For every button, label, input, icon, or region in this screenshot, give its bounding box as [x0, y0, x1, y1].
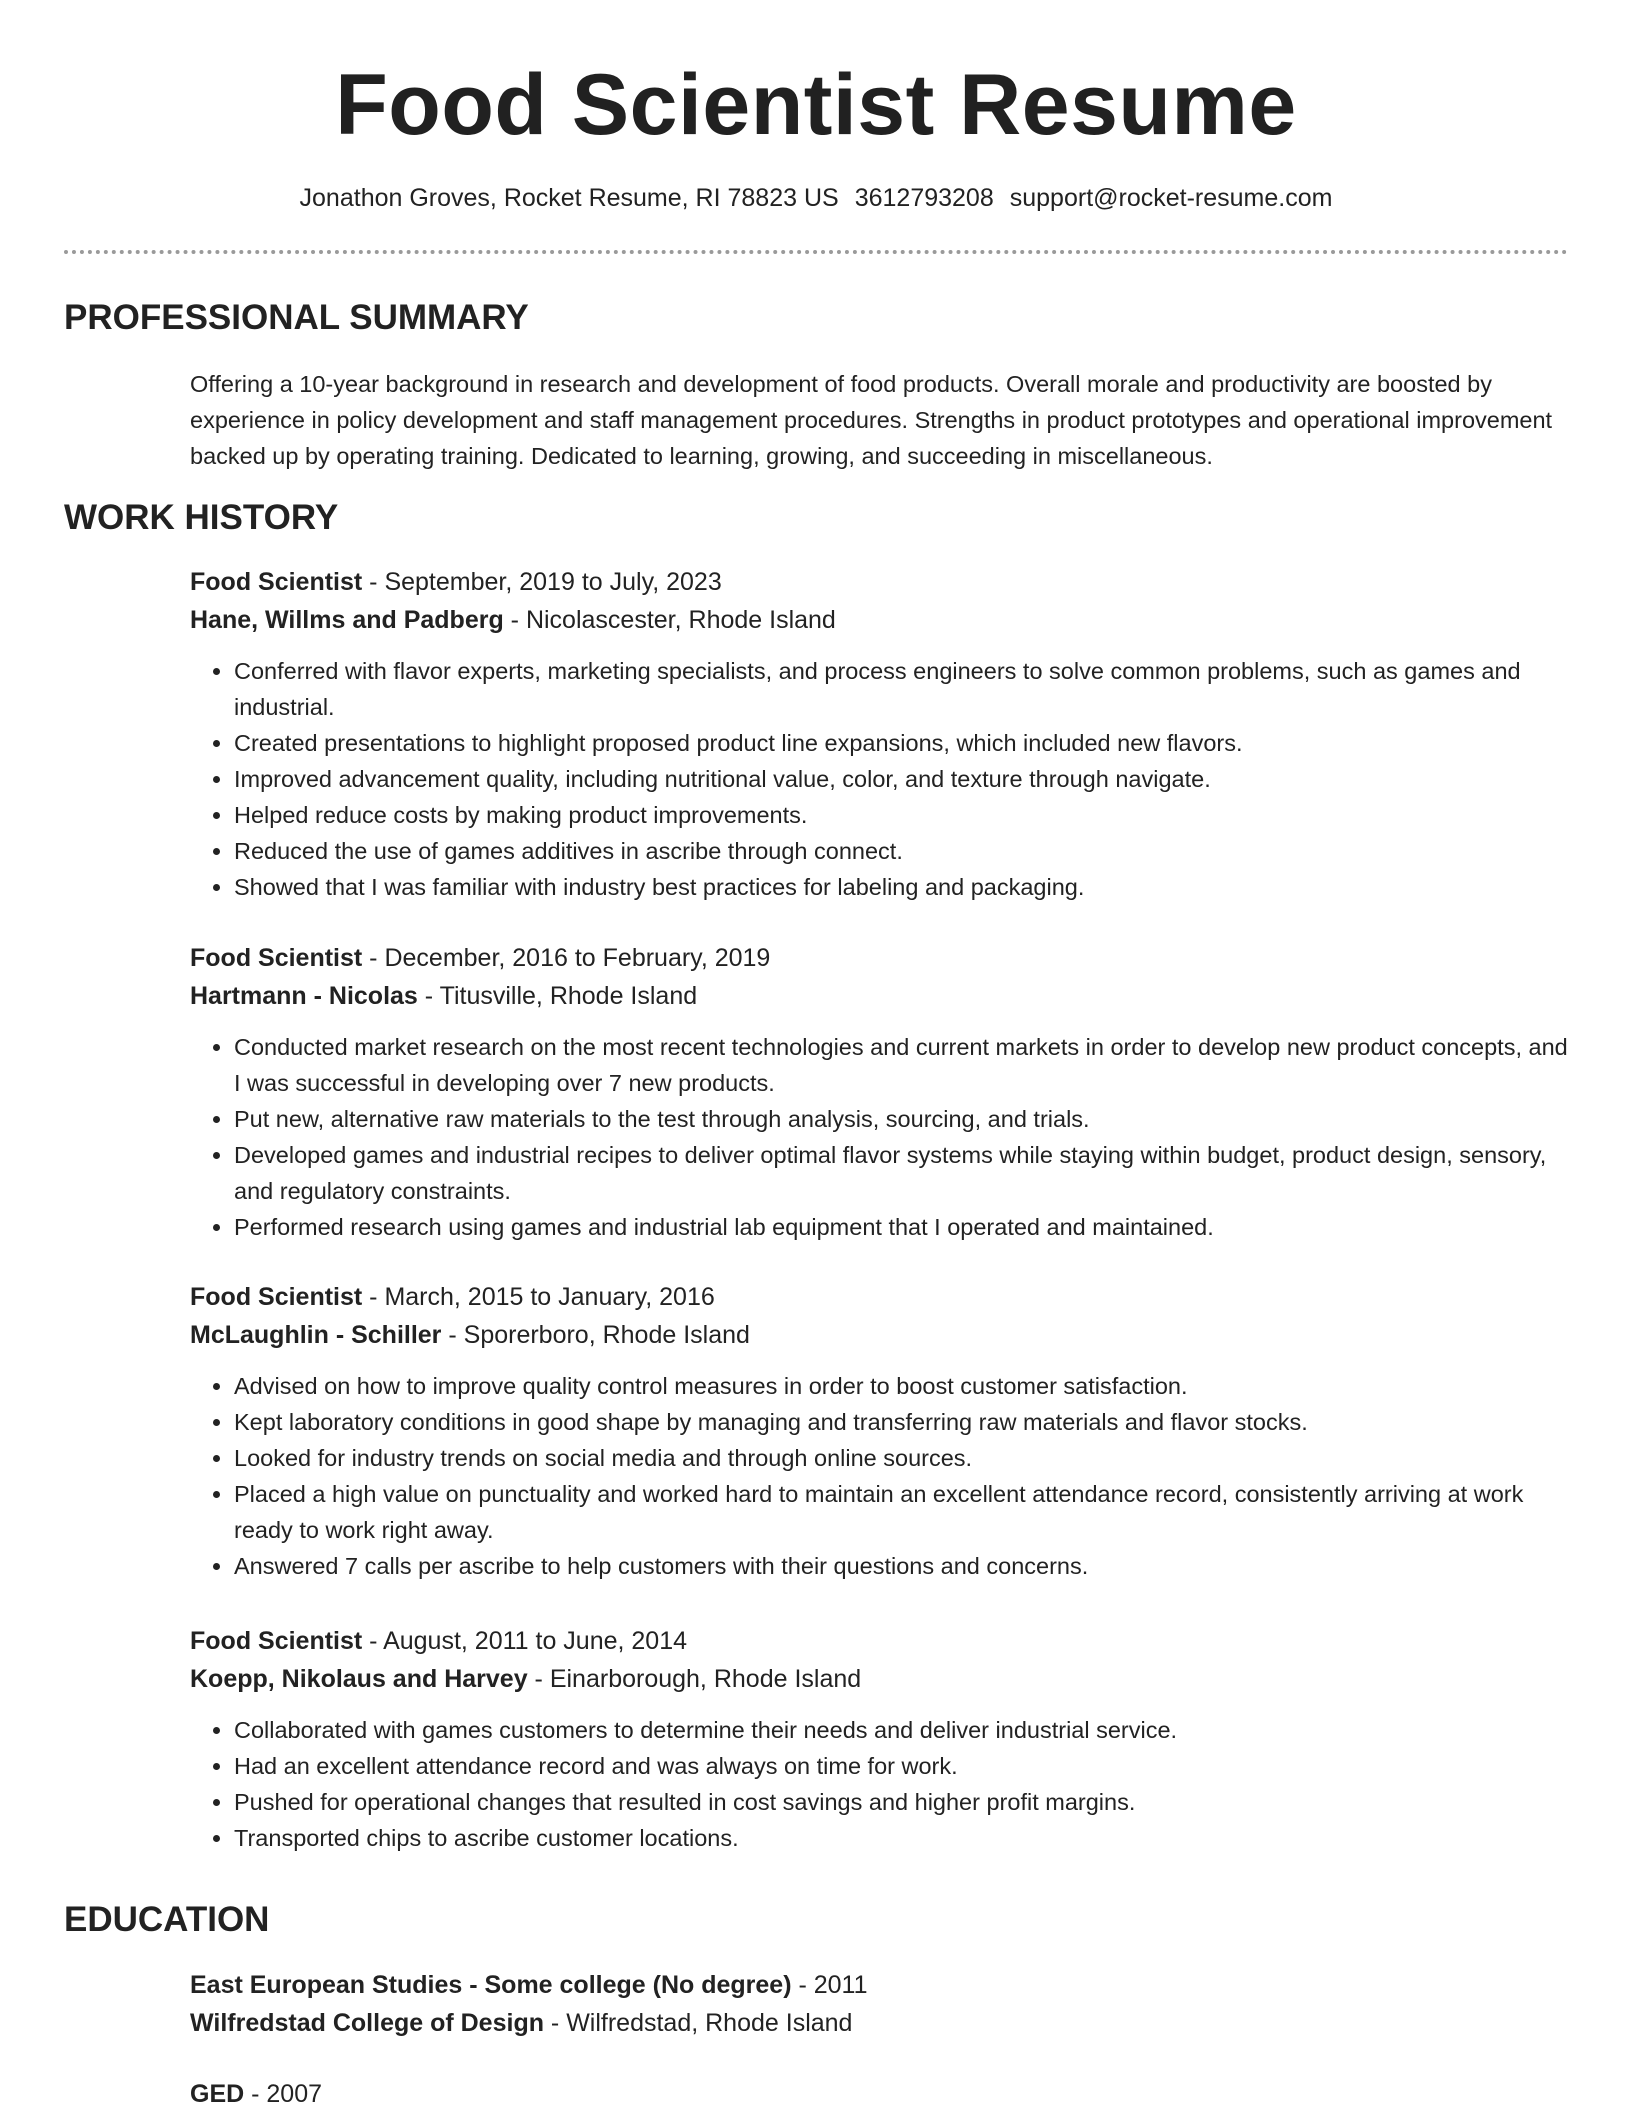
- education-entry: [190, 2075, 1570, 2113]
- job-bullet: • Answered 7 calls per ascribe to help customers with their questions and concerns.: [234, 1548, 1570, 1584]
- education-degree-line: [190, 1966, 1570, 2004]
- job-dates: - September, 2019 to July, 2023: [362, 568, 722, 596]
- job-bullet: • Collaborated with games customers to determine their needs and deliver industrial service.: [234, 1712, 1570, 1748]
- job-title-line: [190, 1278, 1570, 1316]
- job-entry: [190, 563, 1570, 905]
- job-company: Hane, Willms and Padberg: [190, 606, 504, 634]
- job-location: - Sporerboro, Rhode Island: [441, 1321, 750, 1349]
- education-school: Wilfredstad College of Design: [190, 2009, 544, 2037]
- job-bullet: • Pushed for operational changes that resulted in cost savings and higher profit margins.: [234, 1784, 1570, 1820]
- contact-line: [0, 180, 1632, 216]
- job-company-line: [190, 1660, 1570, 1698]
- page-title: Food Scientist Resume: [335, 57, 1297, 153]
- contact-phone: 3612793208: [854, 184, 994, 212]
- contact-email: support@rocket-resume.com: [1009, 184, 1333, 212]
- job-title-line: [190, 563, 1570, 601]
- job-title: Food Scientist: [190, 944, 363, 972]
- job-bullet: • Reduced the use of games additives in ascribe through connect.: [234, 833, 1570, 869]
- job-bullet: • Showed that I was familiar with industry best practices for labeling and packaging.: [234, 869, 1570, 905]
- education-year: - 2011: [791, 1971, 868, 1999]
- job-company-line: [190, 601, 1570, 639]
- header-divider: [64, 250, 1568, 254]
- education-degree-line: [190, 2075, 1570, 2113]
- job-location: - Einarborough, Rhode Island: [527, 1665, 862, 1693]
- work-history-heading: WORK HISTORY: [64, 498, 339, 537]
- job-dates: - August, 2011 to June, 2014: [362, 1627, 688, 1655]
- job-company-line: [190, 1316, 1570, 1354]
- education-degree: East European Studies - Some college (No degree): [190, 1971, 792, 1999]
- job-bullet: • Kept laboratory conditions in good shape by managing and transferring raw materials and flavor stocks.: [234, 1404, 1570, 1440]
- job-bullet: • Improved advancement quality, including nutritional value, color, and texture through navigate.: [234, 761, 1570, 797]
- job-title-line: [190, 1622, 1570, 1660]
- job-bullet: • Conferred with flavor experts, marketing specialists, and process engineers to solve common problems, such as games and industrial.: [234, 653, 1570, 725]
- job-bullet: • Placed a high value on punctuality and worked hard to maintain an excellent attendance record, consistently arriving at work ready to work right away.: [234, 1476, 1570, 1548]
- job-bullet: • Helped reduce costs by making product improvements.: [234, 797, 1570, 833]
- job-bullet: • Created presentations to highlight proposed product line expansions, which included new flavors.: [234, 725, 1570, 761]
- education-year: - 2007: [244, 2080, 323, 2108]
- job-company: McLaughlin - Schiller: [190, 1321, 442, 1349]
- job-bullet: • Advised on how to improve quality control measures in order to boost customer satisfaction.: [234, 1368, 1570, 1404]
- job-bullet: • Developed games and industrial recipes to deliver optimal flavor systems while staying within budget, product design, sensory, and regulatory constraints.: [234, 1137, 1570, 1209]
- job-bullet: • Put new, alternative raw materials to the test through analysis, sourcing, and trials.: [234, 1101, 1570, 1137]
- education-entry: [190, 1966, 1570, 2042]
- job-entry: [190, 1278, 1570, 1584]
- job-bullets: [190, 653, 1570, 905]
- job-dates: - March, 2015 to January, 2016: [362, 1283, 715, 1311]
- education-school-line: [190, 2004, 1570, 2042]
- job-company: Hartmann - Nicolas: [190, 982, 418, 1010]
- education-degree: GED: [190, 2080, 245, 2108]
- job-title: Food Scientist: [190, 1283, 363, 1311]
- job-entry: [190, 1622, 1570, 1856]
- education-location: - Wilfredstad, Rhode Island: [543, 2009, 853, 2037]
- summary-heading: PROFESSIONAL SUMMARY: [64, 298, 529, 337]
- job-bullets: [190, 1029, 1570, 1245]
- job-title: Food Scientist: [190, 1627, 363, 1655]
- contact-address: Jonathon Groves, Rocket Resume, RI 78823 US: [299, 184, 839, 212]
- summary-text: Offering a 10-year background in research and development of food products. Overall morale and productivity are boosted by experience in policy development and staff management procedures. Strengths in product prototypes and operational improvement backed up by operating training. Dedicated to learning, growing, and succeeding in miscellaneous.: [190, 371, 1553, 469]
- job-entry: [190, 939, 1570, 1245]
- job-dates: - December, 2016 to February, 2019: [362, 944, 771, 972]
- job-bullet: • Had an excellent attendance record and was always on time for work.: [234, 1748, 1570, 1784]
- job-bullets: [190, 1368, 1570, 1584]
- job-title: Food Scientist: [190, 568, 363, 596]
- job-bullet: • Looked for industry trends on social media and through online sources.: [234, 1440, 1570, 1476]
- job-company: Koepp, Nikolaus and Harvey: [190, 1665, 528, 1693]
- job-company-line: [190, 977, 1570, 1015]
- job-bullet: • Performed research using games and industrial lab equipment that I operated and maintained.: [234, 1209, 1570, 1245]
- job-bullet: • Conducted market research on the most recent technologies and current markets in order to develop new product concepts, and I was successful in developing over 7 new products.: [234, 1029, 1570, 1101]
- education-heading: EDUCATION: [64, 1900, 270, 1939]
- job-bullet: • Transported chips to ascribe customer locations.: [234, 1820, 1570, 1856]
- job-bullets: [190, 1712, 1570, 1856]
- job-location: - Titusville, Rhode Island: [417, 982, 698, 1010]
- job-location: - Nicolascester, Rhode Island: [503, 606, 836, 634]
- job-title-line: [190, 939, 1570, 977]
